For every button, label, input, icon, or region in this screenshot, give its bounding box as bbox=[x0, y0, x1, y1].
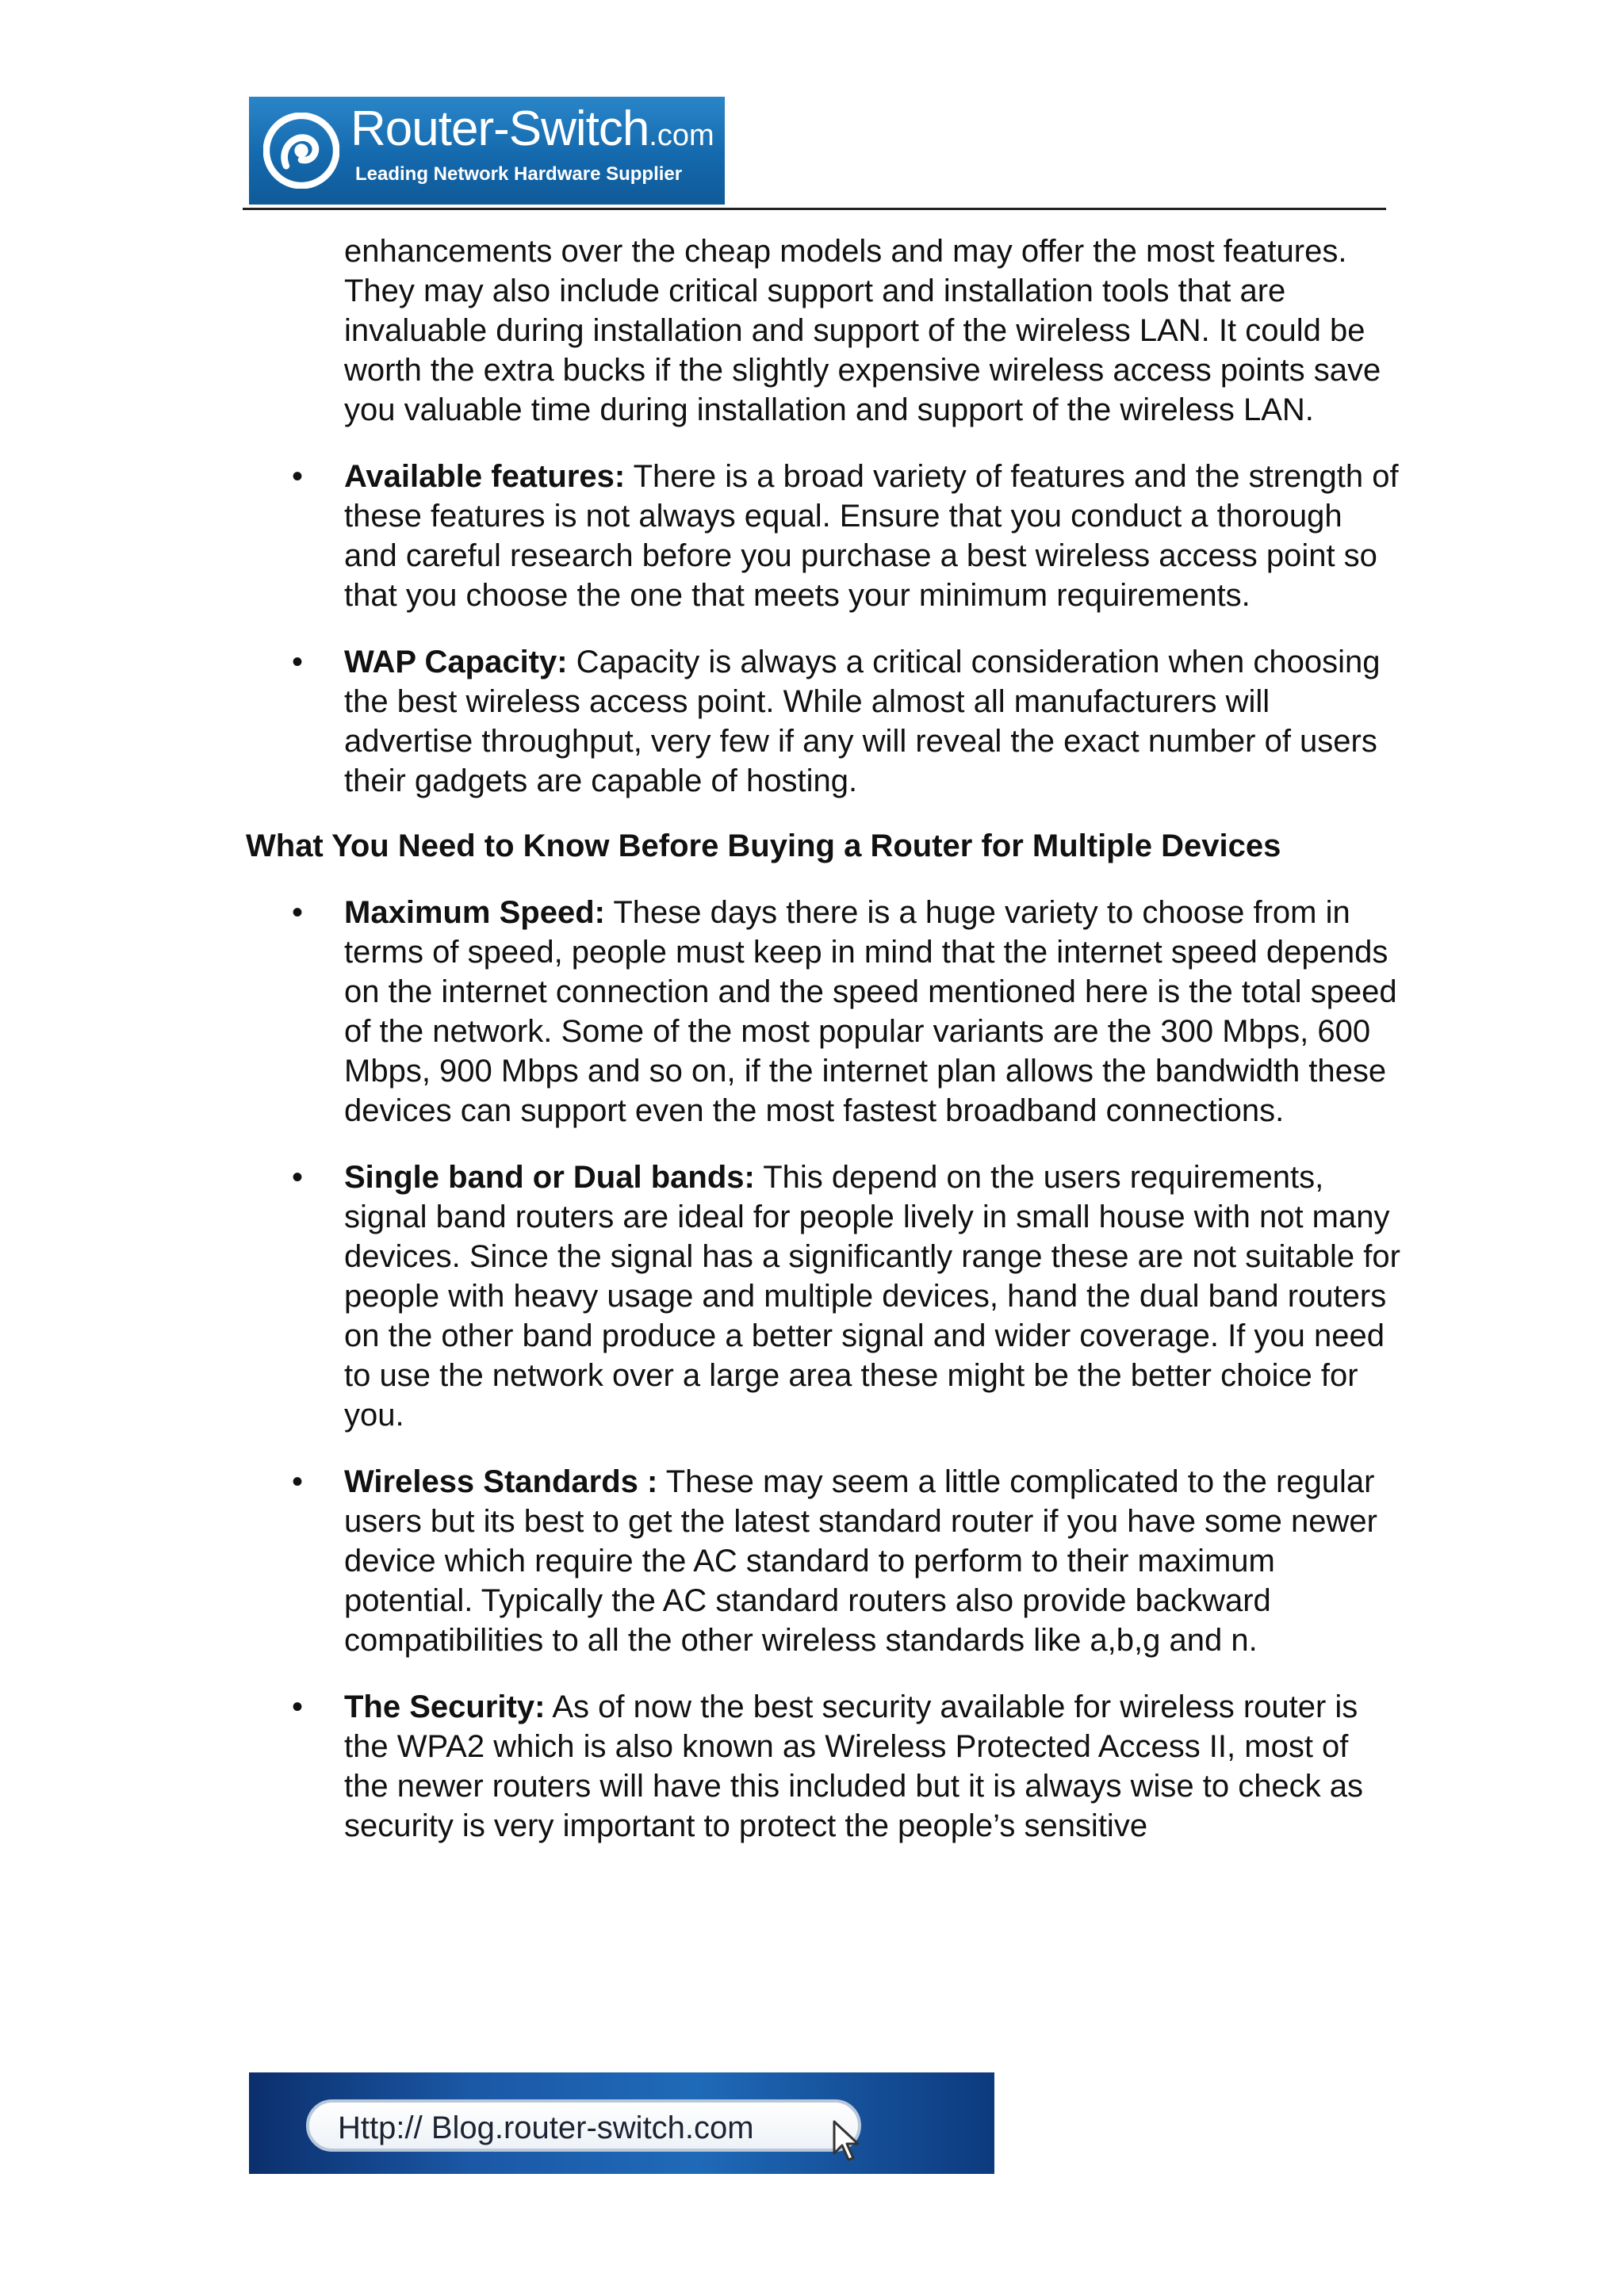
router-switch-logo-icon bbox=[263, 113, 339, 189]
list-item bbox=[243, 1687, 1400, 1846]
logo-title: Router-Switch.com bbox=[350, 101, 714, 156]
router-switch-logo bbox=[249, 97, 725, 205]
item-term: WAP Capacity: bbox=[344, 645, 568, 679]
url-bar[interactable] bbox=[306, 2099, 861, 2152]
item-term: Available features: bbox=[344, 459, 626, 494]
bullet-icon: • bbox=[292, 895, 304, 930]
item-term: The Security: bbox=[344, 1689, 546, 1724]
bullet-icon: • bbox=[292, 1464, 304, 1499]
list-item bbox=[243, 1158, 1400, 1435]
bullet-icon: • bbox=[292, 645, 304, 679]
blog-url-banner[interactable] bbox=[249, 2072, 994, 2174]
section-heading: What You Need to Know Before Buying a Router for Multiple Devices bbox=[246, 828, 1281, 863]
item-term: Wireless Standards : bbox=[344, 1464, 658, 1499]
bullet-icon: • bbox=[292, 1160, 304, 1195]
list-item bbox=[243, 893, 1400, 1131]
buying-tips-list bbox=[243, 893, 1400, 1846]
mouse-cursor-icon bbox=[831, 2118, 863, 2163]
list-item bbox=[243, 642, 1400, 801]
logo-tagline: Leading Network Hardware Supplier bbox=[355, 163, 683, 185]
document-body bbox=[243, 232, 1400, 1846]
bullet-icon: • bbox=[292, 459, 304, 494]
item-text: As of now the best security available for wireless router is the WPA2 which is also known as Wireless Protected Access II, most of the newer routers will have this included but it is always wise to check as security is very important to protect the people’s sensitive bbox=[344, 1689, 1364, 1843]
blog-url-text: Http:// Blog.router-switch.com bbox=[338, 2110, 754, 2145]
item-term: Maximum Speed: bbox=[344, 895, 605, 930]
list-item bbox=[243, 457, 1400, 615]
header-divider bbox=[243, 208, 1386, 210]
item-text: These may seem a little complicated to the regular users but its best to get the latest standard router if you have some newer device which require the AC standard to perform to their maximum potential. Typically the AC standard routers also provide backward compatibilities to all the other wireless standards like a,b,g and n. bbox=[344, 1464, 1377, 1658]
item-text: Capacity is always a critical consideration when choosing the best wireless access point. While almost all manufacturers will advertise throughput, very few if any will reveal the exact number of users their gadgets are capable of hosting. bbox=[344, 645, 1381, 798]
list-item bbox=[243, 1462, 1400, 1660]
item-text: This depend on the users requirements, signal band routers are ideal for people lively in small house with not many devices. Since the signal has a significantly range these are not suitable for people with heavy usage and multiple devices, hand the dual band routers on the other band produce a better signal and wider coverage. If you need to use the network over a large area these might be the better choice for you. bbox=[344, 1160, 1400, 1433]
item-term: Single band or Dual bands: bbox=[344, 1160, 755, 1195]
features-list bbox=[243, 457, 1400, 801]
intro-paragraph: enhancements over the cheap models and may offer the most features. They may also include critical support and installation tools that are invaluable during installation and support of the wireless LAN. It could be worth the extra bucks if the slightly expensive wireless access points save you valuable time during installation and support of the wireless LAN. bbox=[344, 234, 1381, 427]
bullet-icon: • bbox=[292, 1689, 304, 1724]
item-text: These days there is a huge variety to choose from in terms of speed, people must keep in mind that the internet speed depends on the internet connection and the speed mentioned here is the total speed of the network. Some of the most popular variants are the 300 Mbps, 600 Mbps, 900 Mbps and so on, if the internet plan allows the bandwidth these devices can support even the most fastest broadband connections. bbox=[344, 895, 1397, 1128]
item-text: There is a broad variety of features and the strength of these features is not always equal. Ensure that you conduct a thorough and careful research before you purchase a best wireless access point so that you choose the one that meets your minimum requirements. bbox=[344, 459, 1399, 613]
